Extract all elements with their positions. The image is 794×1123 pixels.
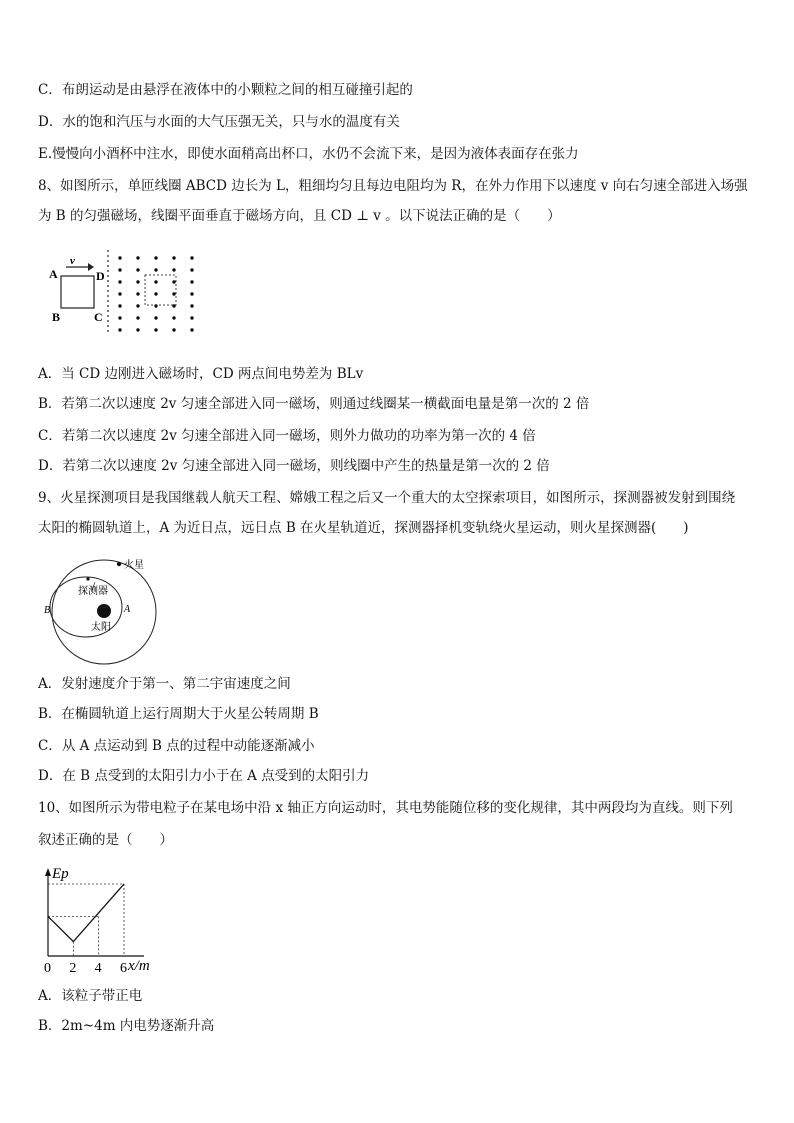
field-dot (154, 268, 157, 271)
field-dot (154, 304, 157, 307)
q8-option-a: A．当 CD 边刚进入磁场时，CD 两点间电势差为 BLv (38, 366, 364, 382)
field-dot (136, 316, 139, 319)
q7-option-e: E.慢慢向小酒杯中注水，即使水面稍高出杯口，水仍不会流下来，是因为液体表面存在张力 (38, 146, 579, 162)
q10-stem-line-1: 10、如图所示为带电粒子在某电场中沿 x 轴正方向运动时，其电势能随位移的变化规律，其中两段均为直线。则下列 (38, 800, 733, 816)
field-dot (190, 316, 193, 319)
q9-stem-line-2: 太阳的椭圆轨道上，A 为近日点，远日点 B 在火星轨道近，探测器择机变轨绕火星运动，则火星探测器( ) (38, 520, 689, 536)
field-dot (154, 292, 157, 295)
field-dot (118, 304, 121, 307)
field-dot (118, 328, 121, 331)
label-sun: 太阳 (91, 622, 111, 633)
q10-option-b: B．2m~4m 内电势逐渐升高 (38, 1018, 215, 1034)
label-mars: 火星 (124, 560, 144, 571)
field-dot (172, 268, 175, 271)
q8-figure (44, 248, 204, 340)
magnetic-field-dots (118, 256, 193, 331)
y-axis-arrow-icon (45, 868, 51, 876)
q10-chart (36, 862, 176, 982)
x-tick-label: 0 (44, 961, 51, 976)
field-dot (136, 256, 139, 259)
field-dot (190, 328, 193, 331)
q7-option-c: C．布朗运动是由悬浮在液体中的小颗粒之间的相互碰撞引起的 (38, 82, 413, 98)
field-dot (118, 256, 121, 259)
velocity-arrow-icon (88, 263, 94, 271)
field-dot (118, 316, 121, 319)
label-v: v (70, 255, 75, 267)
label-a: A (49, 267, 58, 281)
field-dot (190, 256, 193, 259)
label-probe: 探测器 (78, 586, 108, 597)
q9-option-c: C．从 A 点运动到 B 点的过程中动能逐渐减小 (38, 738, 315, 754)
ep-curve (48, 884, 124, 942)
label-c: C (94, 310, 103, 324)
q9-option-d: D．在 B 点受到的太阳引力小于在 A 点受到的太阳引力 (38, 768, 370, 784)
field-dot (172, 304, 175, 307)
coil-square (61, 276, 94, 308)
q8-option-d: D．若第二次以速度 2v 匀速全部进入同一磁场，则线圈中产生的热量是第一次的 2 倍 (38, 458, 550, 474)
field-dot (136, 280, 139, 283)
field-dot (118, 280, 121, 283)
x-axis-label: x/m (128, 958, 150, 974)
probe-icon (86, 577, 89, 580)
q8-option-b: B．若第二次以速度 2v 匀速全部进入同一磁场，则通过线圈某一横截面电量是第一次的 2 倍 (38, 396, 590, 412)
q8-option-c: C．若第二次以速度 2v 匀速全部进入同一磁场，则外力做功的功率为第一次的 4 倍 (38, 428, 536, 444)
field-dot (154, 280, 157, 283)
sun-icon (97, 604, 111, 618)
field-dot (118, 292, 121, 295)
field-dot (190, 268, 193, 271)
field-dot (172, 256, 175, 259)
q9-figure (38, 556, 168, 672)
label-b: B (44, 605, 51, 616)
field-dot (172, 280, 175, 283)
y-axis-label: Ep (52, 866, 69, 882)
field-dot (136, 292, 139, 295)
field-dot (172, 292, 175, 295)
q8-stem-line-2: 为 B 的匀强磁场，线圈平面垂直于磁场方向，且 CD ⊥ v 。以下说法正确的是（ ） (38, 208, 561, 224)
x-tick-label: 4 (94, 961, 102, 976)
q9-option-a: A．发射速度介于第一、第二宇宙速度之间 (38, 676, 291, 692)
coil-in-field (145, 275, 176, 305)
field-dot (172, 316, 175, 319)
field-dot (190, 304, 193, 307)
q10-stem-line-2: 叙述正确的是（ ） (38, 832, 173, 848)
field-dot (190, 292, 193, 295)
field-dot (154, 256, 157, 259)
field-dot (136, 268, 139, 271)
q9-stem-line-1: 9、火星探测项目是我国继载人航天工程、嫦娥工程之后又一个重大的太空探索项目，如图所示，探测器被发射到围绕 (38, 490, 736, 506)
x-tick-label: 6 (120, 961, 127, 976)
q9-option-b: B．在椭圆轨道上运行周期大于火星公转周期 B (38, 706, 319, 722)
q7-option-d: D．水的饱和汽压与水面的大气压强无关，只与水的温度有关 (38, 114, 400, 130)
label-a: A (124, 604, 131, 615)
field-dot (154, 328, 157, 331)
field-dot (136, 328, 139, 331)
field-dot (154, 316, 157, 319)
field-dot (118, 268, 121, 271)
field-dot (190, 280, 193, 283)
q8-stem-line-1: 8、如图所示，单匝线圈 ABCD 边长为 L，粗细均匀且每边电阻均为 R，在外力作用下以速度 v 向右匀速全部进入场强 (38, 178, 748, 194)
field-dot (136, 304, 139, 307)
field-dot (172, 328, 175, 331)
label-d: D (96, 269, 105, 283)
x-tick-label: 2 (69, 961, 77, 976)
q10-option-a: A．该粒子带正电 (38, 988, 143, 1004)
mars-icon (117, 562, 121, 566)
label-b: B (52, 310, 61, 324)
